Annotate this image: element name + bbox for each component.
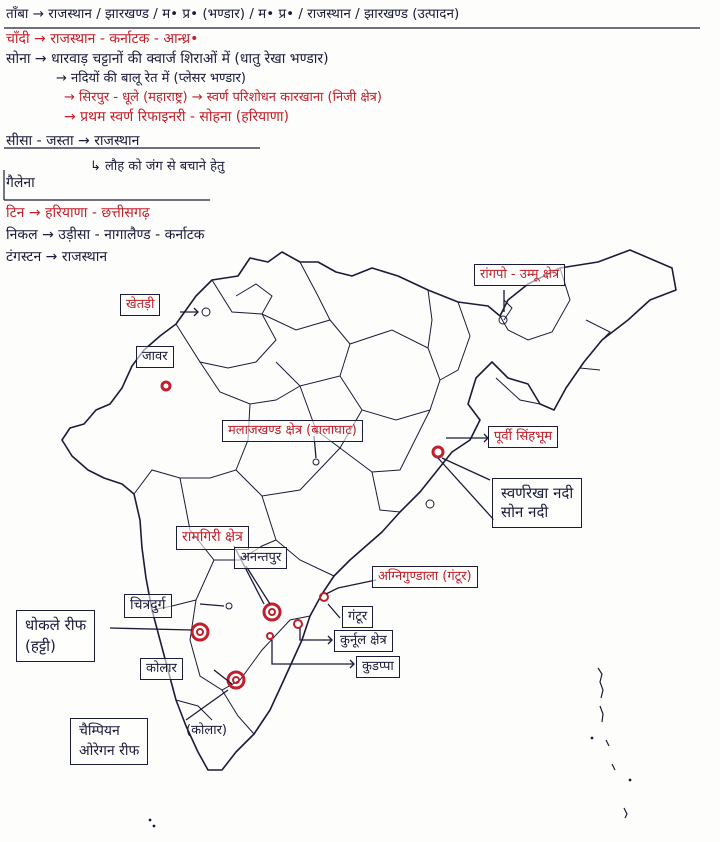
kolar-label: कोलार (140, 658, 183, 680)
galena-subnote: ↳ लौह को जंग से बचाने हेतु (90, 159, 225, 174)
zawar-label: जावर (136, 346, 174, 368)
dhokle-label: धोकले रीफ (25, 616, 87, 634)
malanjkhand-label: मलाजखण्ड क्षेत्र (बालाघाट) (222, 420, 363, 442)
kurnool-label: कुर्नूल क्षेत्र (334, 630, 393, 652)
gold-note-2: → नदियों की बालू रेत में (प्लेसर भण्डार) (56, 71, 246, 86)
nickel-note: निकल → उड़ीसा - नागालैण्ड - कर्नाटक (6, 227, 205, 243)
kadapa-marker (267, 633, 273, 639)
agnigundala-label: अग्निगुण्डाला (गंटूर) (372, 566, 478, 588)
singhbhum-marker (433, 447, 443, 457)
chitradurga-label: चित्रदुर्ग (124, 594, 172, 618)
lead-zinc-note: सीसा - जस्ता → राजस्थान (6, 133, 140, 149)
ramgiri-marker-core (269, 609, 275, 615)
malanjkhand-marker (313, 459, 319, 465)
zawar-marker (162, 382, 170, 390)
kolar-sub-label: (कोलार) (186, 723, 227, 738)
ramgiri-marker (264, 604, 280, 620)
son-marker (426, 500, 434, 508)
silver-note: चाँदी → राजस्थान - कर्नाटक - आन्ध्र• (6, 31, 199, 47)
chitradurga-marker (226, 603, 232, 609)
andaman-islands (598, 668, 627, 818)
tungsten-note: टंगस्टन → राजस्थान (6, 249, 108, 265)
hutti-box (16, 610, 95, 662)
galena-note: गैलेना (6, 175, 35, 191)
copper-note: ताँबा → राजस्थान / झारखण्ड / म• प्र• (भण्डार) / म• प्र• / राजस्थान / झारखण्ड (उत्पादन) (6, 6, 460, 22)
india-border (62, 250, 676, 770)
gold-note-4: → प्रथम स्वर्ण रिफाइनरी - सोहना (हरियाणा) (64, 109, 290, 125)
singhbhum-label: पूर्वी सिंहभूम (488, 426, 558, 448)
champion-box (70, 718, 148, 765)
gold-note-3: → सिरपुर - धूले (महाराष्ट्र) → स्वर्ण परिशोधन कारखाना (निजी क्षेत्र) (64, 90, 382, 105)
kurnool-marker (294, 620, 302, 628)
son-label: सोन नदी (501, 502, 549, 521)
guntur-label: गंटूर (342, 606, 373, 628)
khetri-label: खेतड़ी (120, 294, 160, 316)
anantapur-label: अनन्तपुर (234, 547, 287, 569)
gold-note-1: सोना → धारवाड़ चट्टानों की क्वार्ज शिराओं में (धातु रेखा भण्डार) (6, 51, 329, 67)
khetri-marker (202, 308, 210, 316)
rangpo-marker (499, 316, 507, 324)
champion-label: चैम्पियन (79, 723, 120, 739)
ramgiri-label: रामगिरी क्षेत्र (176, 526, 249, 550)
kolar-marker (228, 672, 244, 688)
rangpo-label: रांगपो - उम्मू क्षेत्र (474, 264, 565, 286)
swarnrekha-label: स्वर्णरेखा नदी (501, 484, 574, 502)
kolar-marker-core (233, 677, 239, 683)
oregon-label: ओरेगन रीफ (79, 742, 140, 759)
kadapa-label: कुडप्पा (356, 656, 400, 678)
hutti-marker-core (197, 629, 203, 635)
hutti-label: (हट्टी) (25, 637, 56, 655)
tin-note: टिन → हरियाणा - छत्तीसगढ़ (6, 205, 150, 221)
hutti-marker (192, 624, 208, 640)
lakshadweep-dots (149, 737, 632, 828)
rivers-box (492, 478, 582, 528)
